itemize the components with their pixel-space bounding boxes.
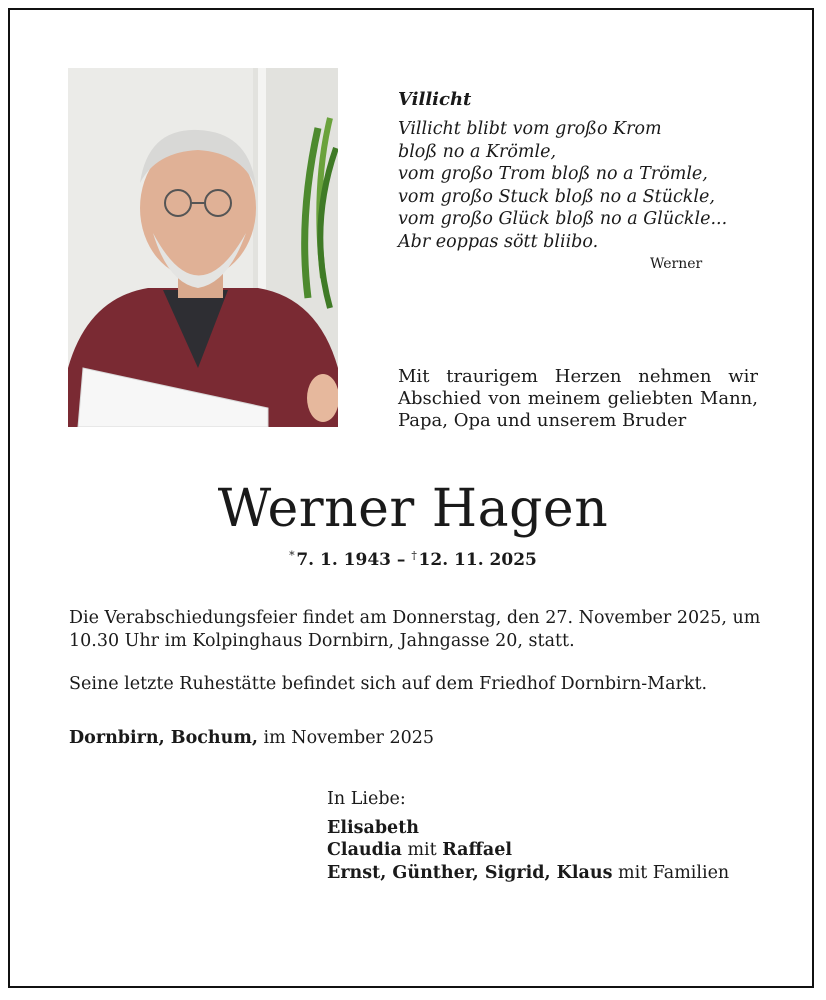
portrait-photo <box>68 68 338 427</box>
mourners-block <box>327 788 729 884</box>
mourner-row <box>327 839 729 862</box>
mourner-connector: mit <box>401 840 443 860</box>
mourner-row <box>327 862 729 885</box>
intro-text <box>398 366 758 432</box>
deceased-name: Werner Hagen <box>217 479 609 539</box>
death-date: 12. 11. 2025 <box>418 550 537 570</box>
mourner-row <box>327 817 729 840</box>
mourner-name: Claudia <box>327 840 402 860</box>
place-cities: Dornbirn, Bochum, <box>69 728 258 748</box>
place-month: im November 2025 <box>257 728 435 748</box>
poem-block <box>398 88 758 253</box>
poem-author: Werner <box>650 256 703 272</box>
poem-line: Villicht blibt vom großo Krom <box>398 119 662 139</box>
mourner-name: Ernst, Günther, Sigrid, Klaus <box>327 862 613 883</box>
birth-symbol: * <box>289 549 295 562</box>
poem-line: Abr eoppas sött bliibo. <box>398 231 599 252</box>
life-dates <box>0 544 826 572</box>
intro-line: Mit traurigem Herzen nehmen wir <box>398 366 758 387</box>
place-date <box>69 727 769 750</box>
mourner-name: Elisabeth <box>327 817 420 838</box>
ceremony-line: 10.30 Uhr im Kolpinghaus Dornbirn, Jahngasse 20, statt. <box>69 631 575 651</box>
ceremony-line: Die Verabschiedungsfeier findet am Donnerstag, den 27. November 2025, um <box>69 608 761 628</box>
date-separator: – <box>391 550 412 570</box>
ceremony-info <box>69 607 769 653</box>
intro-line: Papa, Opa und unserem Bruder <box>398 410 687 431</box>
poem-line: vom großo Trom bloß no a Trömle, <box>398 164 708 184</box>
mourners-label: In Liebe: <box>327 789 406 809</box>
poem-line: vom großo Glück bloß no a Glückle... <box>398 209 728 229</box>
birth-date: 7. 1. 1943 <box>296 550 391 570</box>
intro-line: Abschied von meinem geliebten Mann, <box>398 388 758 409</box>
death-symbol: † <box>411 549 417 562</box>
mourner-name: Raffael <box>442 840 513 860</box>
poem-line: vom großo Stuck bloß no a Stückle, <box>398 186 715 207</box>
mourner-connector: mit Familien <box>612 862 730 883</box>
poem-title: Villicht <box>398 89 472 110</box>
cemetery-info: Seine letzte Ruhestätte befindet sich auf dem Friedhof Dornbirn-Markt. <box>69 674 708 694</box>
poem-line: bloß no a Krömle, <box>398 141 557 162</box>
